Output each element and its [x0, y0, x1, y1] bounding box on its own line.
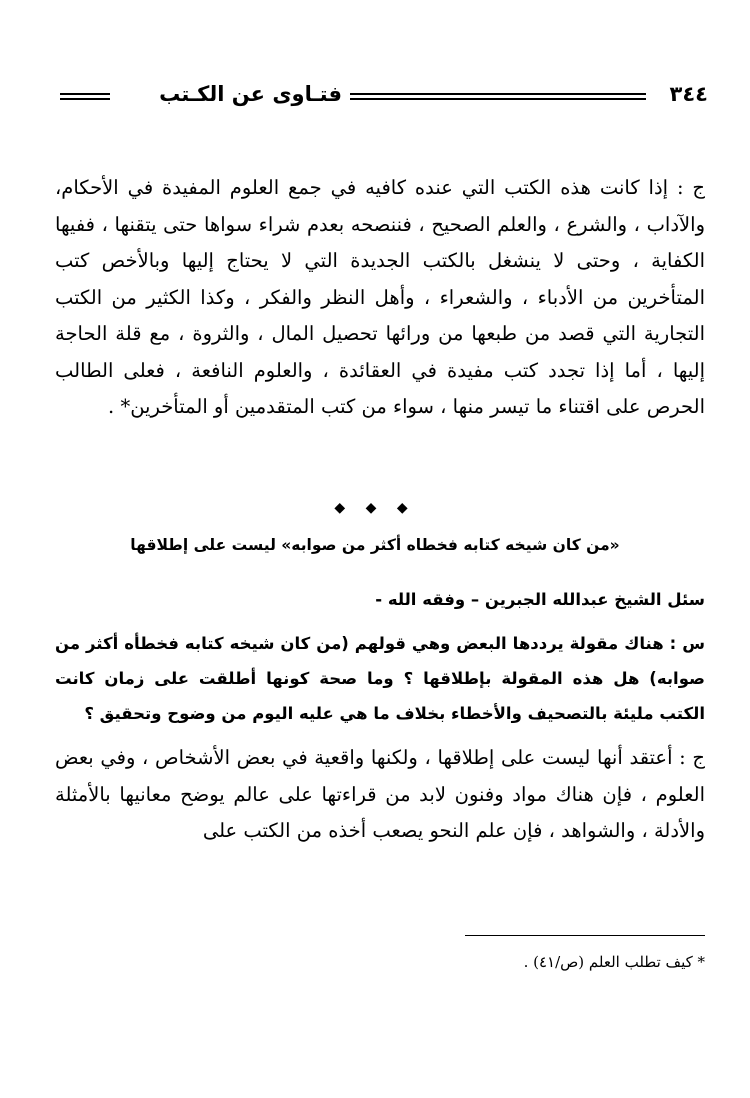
answer-paragraph-2: ج : أعتقد أنها ليست على إطلاقها ، ولكنها واقعية في بعض الأشخاص ، وفي بعض العلوم ، فإن هناك مواد وفنون لابد من قراءتها على عالم يوضح معانيها بالأمثلة والأدلة ، والشواهد ، فإن علم النحو يصعب أخذه من الكتب على: [55, 746, 705, 842]
footnote: * كيف تطلب العلم (ص/٤١) .: [523, 953, 705, 971]
header-rule-long: [350, 93, 646, 100]
page-header: [60, 80, 708, 114]
footnote-rule: [465, 935, 705, 936]
running-title: فتـاوى عن الكـتب: [159, 82, 342, 106]
section-separator: ◆ ◆ ◆: [334, 500, 416, 516]
header-rule-short: [60, 93, 110, 100]
fatwa-title: «من كان شيخه كتابه فخطاه أكثر من صوابه» ليست على إطلاقها: [130, 536, 620, 554]
question-paragraph: س : هناك مقولة يرددها البعض وهي قولهم (من كان شيخه كتابه فخطأه أكثر من صوابه) هل هذه المقولة بإطلاقها ؟ وما صحة كونها أطلقت على زمان كانت الكتب مليئة بالتصحيف والأخطاء بخلاف ما هي عليه اليوم من وضوح وتحقيق ؟: [55, 634, 705, 723]
page-number: ٣٤٤: [669, 82, 708, 106]
answer-paragraph-1: ج : إذا كانت هذه الكتب التي عنده كافيه في جمع العلوم المفيدة في الأحكام، والآداب ، والشرع ، والعلم الصحيح ، فننصحه بعدم شراء سواها حتى يتقنها ، ففيها الكفاية ، وحتى لا ينشغل بالكتب الجديدة التي لا يحتاج إليها وبالأخص كتب المتأخرين من الأدباء ، والشعراء ، وأهل النظر والفكر ، وكذا الكثير من الكتب التجارية التي قصد من طبعها من ورائها تحصيل المال ، والثروة ، مع قلة الحاجة إليها ، أما إذا تجدد كتب مفيدة في العقائدة ، والعلوم النافعة ، فعلى الطالب الحرص على اقتناء ما تيسر منها ، سواء من كتب المتقدمين أو المتأخرين* .: [55, 176, 705, 418]
asked-line: سئل الشيخ عبدالله الجبرين – وفقه الله -: [375, 590, 705, 609]
